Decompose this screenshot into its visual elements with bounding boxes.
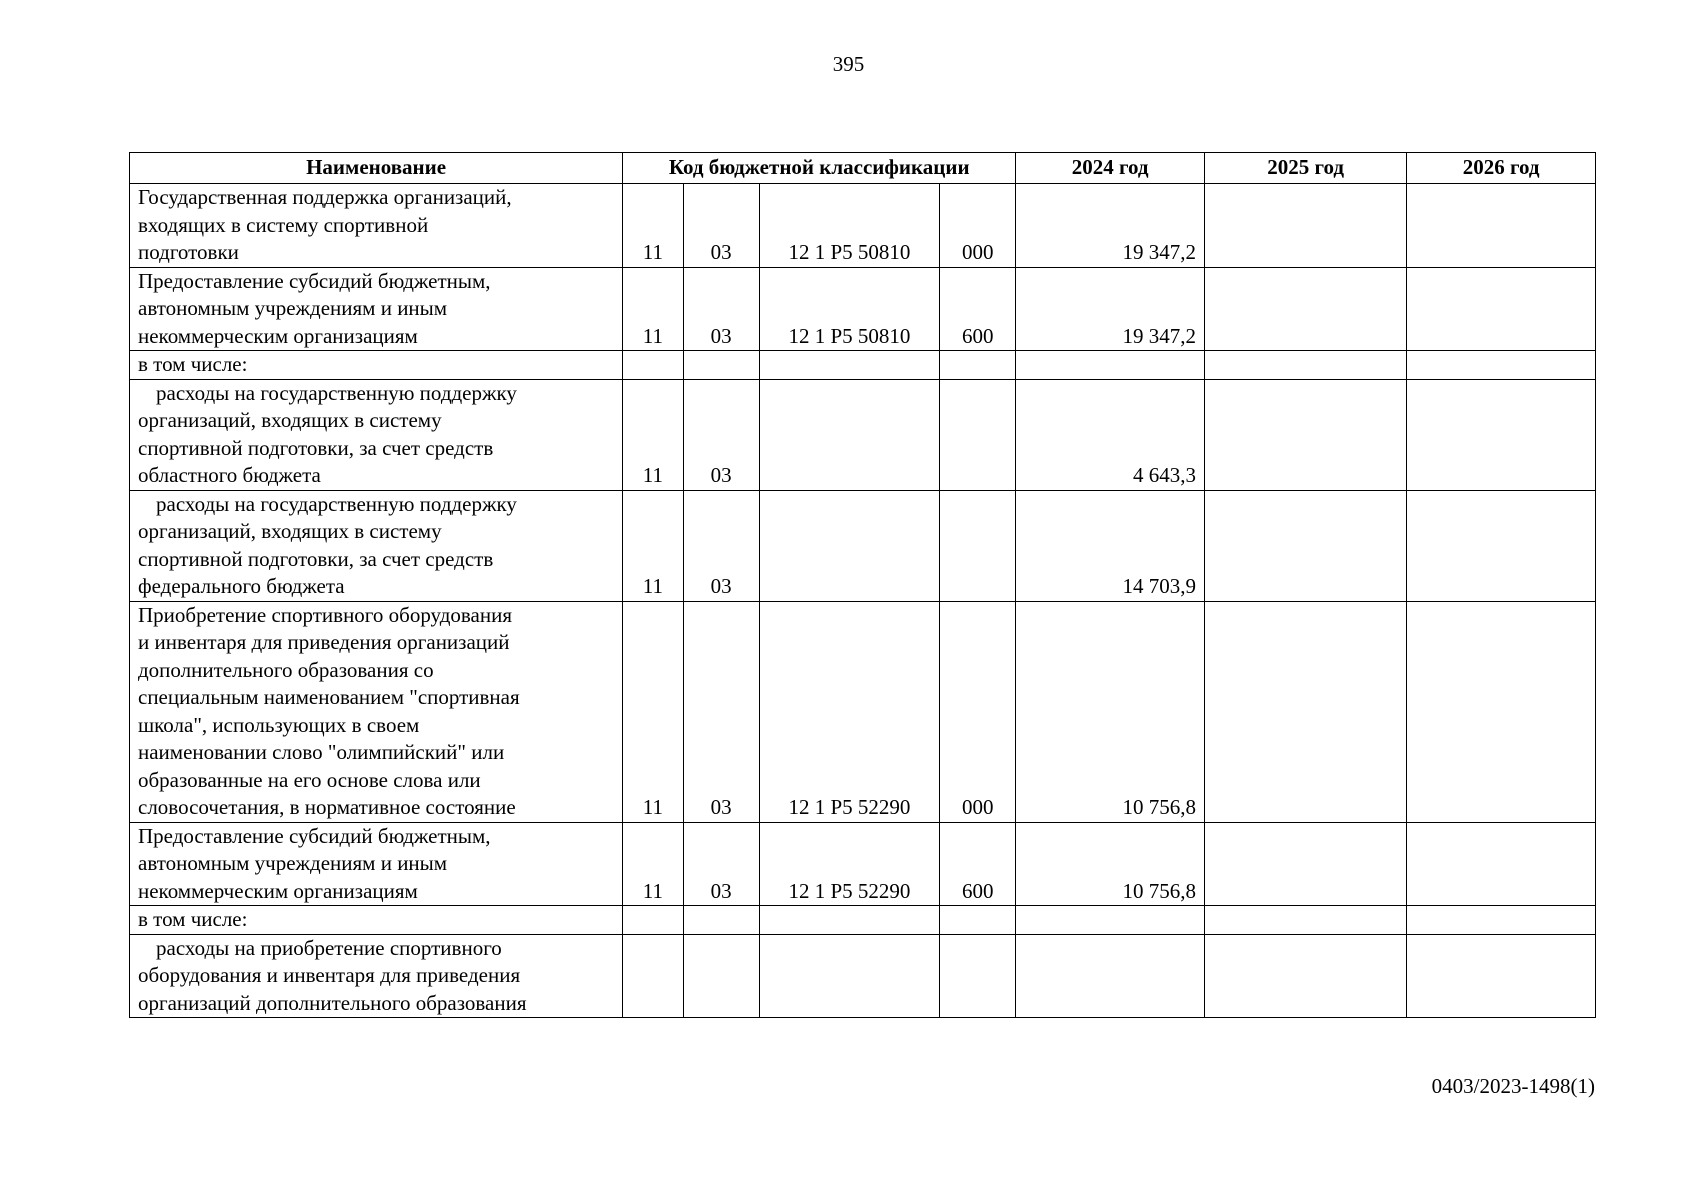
row-name: расходы на государственную поддержку организаций, входящих в систему спортивной подготовки, за счет средств федерального бюджета: [130, 490, 623, 601]
row-2026: [1407, 379, 1596, 490]
row-2024: [1016, 934, 1205, 1018]
row-vr: 000: [940, 184, 1016, 268]
header-name: Наименование: [130, 153, 623, 184]
row-2024: 10 756,8: [1016, 822, 1205, 906]
row-csr: [759, 490, 939, 601]
table-row: [130, 490, 1596, 601]
row-rz: 11: [623, 184, 683, 268]
row-pr: [683, 351, 759, 380]
row-csr: [759, 934, 939, 1018]
row-2024: [1016, 351, 1205, 380]
row-2024: 19 347,2: [1016, 267, 1205, 351]
row-2024: 14 703,9: [1016, 490, 1205, 601]
row-vr: [940, 906, 1016, 935]
row-rz: [623, 351, 683, 380]
table-row: [130, 934, 1596, 1018]
row-csr: 12 1 Р5 52290: [759, 822, 939, 906]
row-name: в том числе:: [130, 351, 623, 380]
table-row: [130, 351, 1596, 380]
budget-table: [129, 152, 1596, 1018]
row-vr: [940, 490, 1016, 601]
row-rz: 11: [623, 267, 683, 351]
row-rz: 11: [623, 379, 683, 490]
header-2024: 2024 год: [1016, 153, 1205, 184]
table-header-row: [130, 153, 1596, 184]
page-number: 395: [832, 52, 865, 76]
row-csr: [759, 379, 939, 490]
row-name: расходы на государственную поддержку организаций, входящих в систему спортивной подготовки, за счет средств областного бюджета: [130, 379, 623, 490]
row-name: Государственная поддержка организаций, входящих в систему спортивной подготовки: [130, 184, 623, 268]
row-csr: 12 1 Р5 50810: [759, 184, 939, 268]
row-2024: 4 643,3: [1016, 379, 1205, 490]
row-vr: 600: [940, 267, 1016, 351]
table-row: [130, 906, 1596, 935]
row-2025: [1204, 351, 1406, 380]
table-row: [130, 601, 1596, 822]
row-name: Предоставление субсидий бюджетным, автономным учреждениям и иным некоммерческим организациям: [130, 822, 623, 906]
row-rz: 11: [623, 822, 683, 906]
row-pr: 03: [683, 490, 759, 601]
row-2025: [1204, 379, 1406, 490]
row-pr: 03: [683, 184, 759, 268]
row-2024: 19 347,2: [1016, 184, 1205, 268]
row-vr: 000: [940, 601, 1016, 822]
row-vr: [940, 379, 1016, 490]
header-2026: 2026 год: [1407, 153, 1596, 184]
row-pr: 03: [683, 822, 759, 906]
row-2026: [1407, 184, 1596, 268]
row-rz: 11: [623, 601, 683, 822]
document-code: 0403/2023-1498(1): [1431, 1074, 1595, 1098]
row-name: расходы на приобретение спортивного оборудования и инвентаря для приведения организаций дополнительного образования: [130, 934, 623, 1018]
row-2025: [1204, 267, 1406, 351]
table-row: [130, 267, 1596, 351]
row-rz: [623, 906, 683, 935]
row-2025: [1204, 906, 1406, 935]
row-csr: [759, 906, 939, 935]
row-pr: 03: [683, 267, 759, 351]
row-name: Предоставление субсидий бюджетным, автономным учреждениям и иным некоммерческим организациям: [130, 267, 623, 351]
row-2024: 10 756,8: [1016, 601, 1205, 822]
row-2025: [1204, 601, 1406, 822]
row-csr: 12 1 Р5 50810: [759, 267, 939, 351]
row-pr: [683, 934, 759, 1018]
row-2026: [1407, 267, 1596, 351]
row-2026: [1407, 601, 1596, 822]
row-name: в том числе:: [130, 906, 623, 935]
table-row: [130, 184, 1596, 268]
row-2026: [1407, 822, 1596, 906]
table-row: [130, 822, 1596, 906]
row-pr: [683, 906, 759, 935]
row-pr: 03: [683, 601, 759, 822]
row-vr: [940, 934, 1016, 1018]
row-name: Приобретение спортивного оборудования и инвентаря для приведения организаций дополнительного образования со специальным наименованием "спортивная школа", использующих в своем наименовании слово "олимпийский" или образованные на его основе слова или словосочетания, в нормативное состояние: [130, 601, 623, 822]
row-rz: [623, 934, 683, 1018]
row-csr: [759, 351, 939, 380]
row-2026: [1407, 934, 1596, 1018]
row-vr: 600: [940, 822, 1016, 906]
row-2026: [1407, 906, 1596, 935]
row-2025: [1204, 822, 1406, 906]
row-2025: [1204, 184, 1406, 268]
table-row: [130, 379, 1596, 490]
row-2024: [1016, 906, 1205, 935]
row-2025: [1204, 490, 1406, 601]
row-pr: 03: [683, 379, 759, 490]
row-rz: 11: [623, 490, 683, 601]
header-2025: 2025 год: [1204, 153, 1406, 184]
row-vr: [940, 351, 1016, 380]
header-budget-code: Код бюджетной классификации: [623, 153, 1016, 184]
row-2026: [1407, 351, 1596, 380]
row-2025: [1204, 934, 1406, 1018]
row-2026: [1407, 490, 1596, 601]
row-csr: 12 1 Р5 52290: [759, 601, 939, 822]
